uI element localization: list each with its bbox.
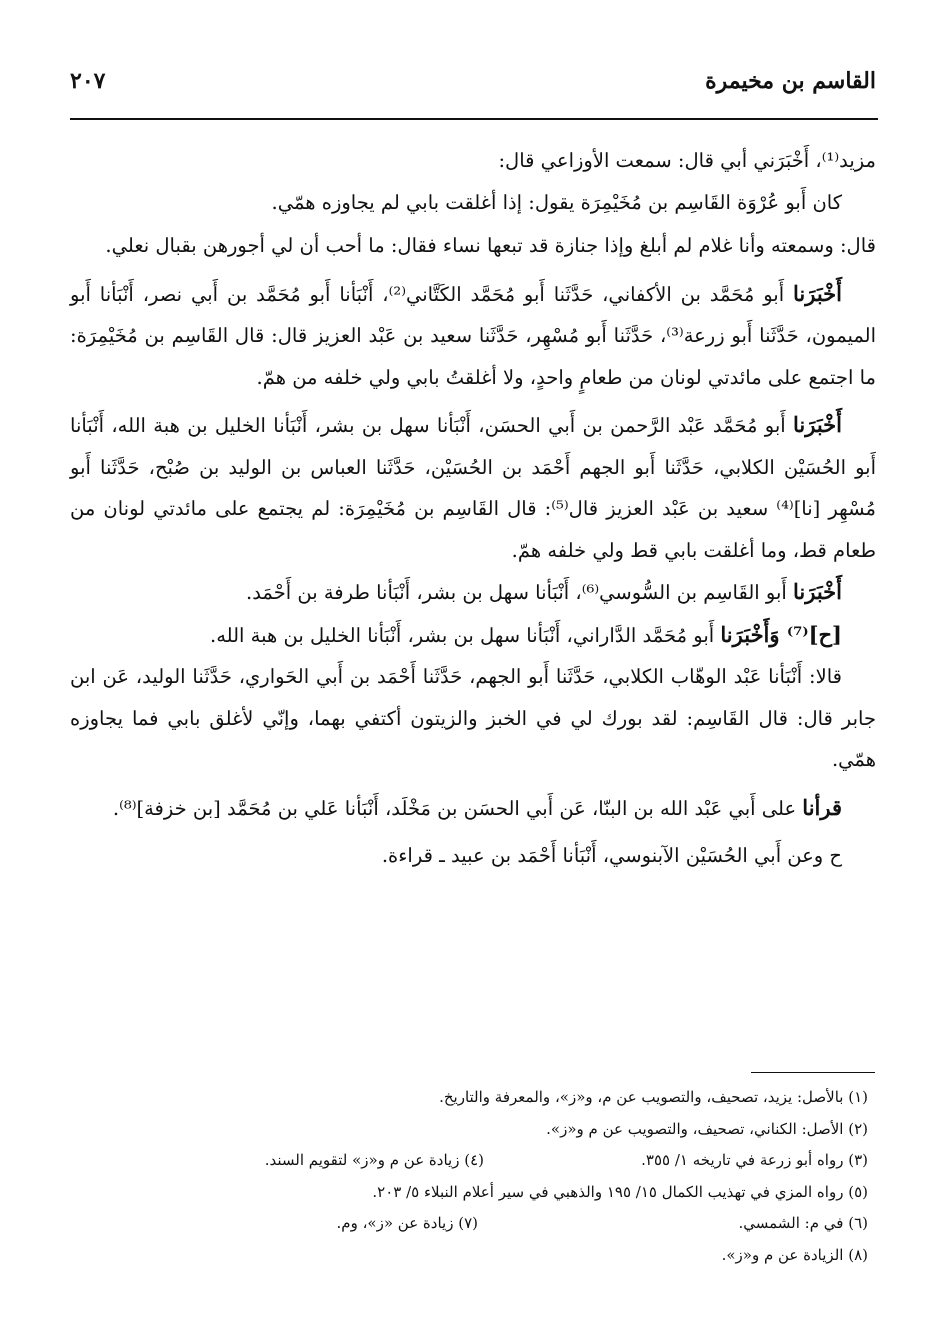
footnote-4: (٤) زيادة عن م و«ز» لتقويم السند. <box>264 1151 484 1169</box>
paragraph-5-lead: أَخْبَرَنا <box>793 412 842 437</box>
page-number: ٢٠٧ <box>70 68 106 94</box>
paragraph-3: قال: وسمعته وأنا غلام لم أبلغ وإذا جنازة قد تبعها نساء فقال: ما أحب أن لي أجورهن بقبال نعلي. <box>105 234 876 257</box>
main-text <box>70 140 876 877</box>
paragraph-6 <box>70 571 876 614</box>
running-title: القاسم بن مخيمرة <box>705 68 876 94</box>
footnote-8: (٨) الزيادة عن م و«ز». <box>721 1245 868 1264</box>
paragraph-9-lead: قرأنا <box>802 794 842 820</box>
header-rule <box>70 118 878 120</box>
paragraph-4-text: أَبو مُحَمَّد بن الأكفاني، حَدَّثَنا أَبو مُحَمَّد الكَتَّاني⁽²⁾، أَنْبَأنا أَبو مُحَمَّد بن أَبي نصر، أَنْبَأنا أَبو الميمون، حَدَّثَنا أَبو زرعة⁽³⁾، حَدَّثَنا أَبو مُسْهِر، حَدَّثَنا سعيد بن عَبْد العزيز قال: قال القَاسِم بن مُخَيْمِرَة: ما اجتمع على مائدتي لونان من طعامٍ واحدٍ، ولا أغلقتُ بابي ولي خلفه من همّ. <box>70 282 876 389</box>
footnote-2: (٢) الأصل: الكناني، تصحيف، والتصويب عن م و«ز». <box>546 1119 868 1138</box>
paragraph-7-text: أَبو مُحَمَّد الدَّاراني، أَنْبَأنا سهل بن بشر، أَنْبَأنا الخليل بن هبة الله. <box>210 623 721 647</box>
paragraph-5 <box>70 404 876 571</box>
paragraph-4 <box>70 273 876 399</box>
footnote-3: (٣) رواه أبو زرعة في تاريخه ١/ ٣٥٥. <box>641 1151 868 1169</box>
footnote-line-6 <box>70 1240 876 1272</box>
running-header <box>70 62 876 112</box>
paragraph-8: قالا: أَنْبَأنا عَبْد الوهّاب الكلابي، حَدَّثَنا أَبو الجهم، حَدَّثَنا أَحْمَد بن أَبي الحَواري، حَدَّثَنا الوليد، عَن ابن جابر قال: قال القَاسِم: لقد بورك لي في الخبز والزيتون أكتفي بهما، وإنّي لأغلق بابي فما يجاوزه همّي. <box>70 665 876 771</box>
paragraph-6-lead: أَخْبَرَنا <box>793 579 842 604</box>
footnote-7: (٧) زيادة عن «ز»، وم. <box>336 1214 478 1232</box>
paragraph-2: كان أَبو عُرْوَة القَاسِم بن مُخَيْمِرَة يقول: إذا أغلقت بابي لم يجاوزه همّي. <box>271 190 842 214</box>
footnote-5: (٥) رواه المزي في تهذيب الكمال ١٥/ ١٩٥ والذهبي في سير أعلام النبلاء ٥/ ٢٠٣. <box>372 1182 868 1201</box>
paragraph-7-lead: [ح]⁽⁷⁾ وَأَخْبَرَنا <box>720 621 842 647</box>
footnote-line-5 <box>70 1208 876 1240</box>
paragraph-9-text: على أَبي عَبْد الله بن البنّا، عَن أَبي الحسَن بن مَخْلَد، أَنْبَأنا عَلي بن مُحَمَّد [بن خزفة]⁽⁸⁾. <box>112 796 803 820</box>
footnotes <box>70 1082 876 1271</box>
footnote-6: (٦) في م: الشمسي. <box>738 1214 868 1232</box>
paragraph-1: مزيد⁽¹⁾، أَخْبَرَني أبي قال: سمعت الأوزاعي قال: <box>498 149 876 172</box>
footnote-1: (١) بالأصل: يزيد، تصحيف، والتصويب عن م، و«ز»، والمعرفة والتاريخ. <box>439 1088 868 1106</box>
paragraph-6-text: أَبو القَاسِم بن السُّوسي⁽⁶⁾، أَنْبَأنا سهل بن بشر، أَنْبَأنا طرفة بن أَحْمَد. <box>246 581 794 604</box>
footnote-separator <box>751 1072 875 1073</box>
paragraph-4-lead: أَخْبَرَنا <box>793 280 842 306</box>
paragraph-9 <box>70 787 876 830</box>
footnote-line-1 <box>70 1082 876 1114</box>
paragraph-10: ح وعن أَبي الحُسَيْن الآبنوسي، أَنْبَأنا أَحْمَد بن عبيد ـ قراءة. <box>381 844 842 867</box>
footnote-line-2 <box>70 1114 876 1146</box>
footnote-line-4 <box>70 1177 876 1209</box>
paragraph-5-text: أَبو مُحَمَّد عَبْد الرَّحمن بن أَبي الحسَن، أَنْبَأنا سهل بن بشر، أَنْبَأنا الخليل بن هبة الله، أَنْبَأنا أَبو الحُسَيْن الكلابي، حَدَّثَنا أَبو الجهم أَحْمَد بن الحُسَيْن، حَدَّثَنا العباس بن الوليد بن صُبْح، حَدَّثَنا أَبو مُسْهِر [نا]⁽⁴⁾ سعيد بن عَبْد العزيز قال⁽⁵⁾: قال القَاسِم بن مُخَيْمِرَة: لم يجتمع على مائدتي لونان من طعام قط، وما أغلقت بابي قط ولي خلفه همّ. <box>70 414 876 562</box>
paragraph-7 <box>70 614 876 657</box>
footnote-line-3 <box>70 1145 876 1177</box>
